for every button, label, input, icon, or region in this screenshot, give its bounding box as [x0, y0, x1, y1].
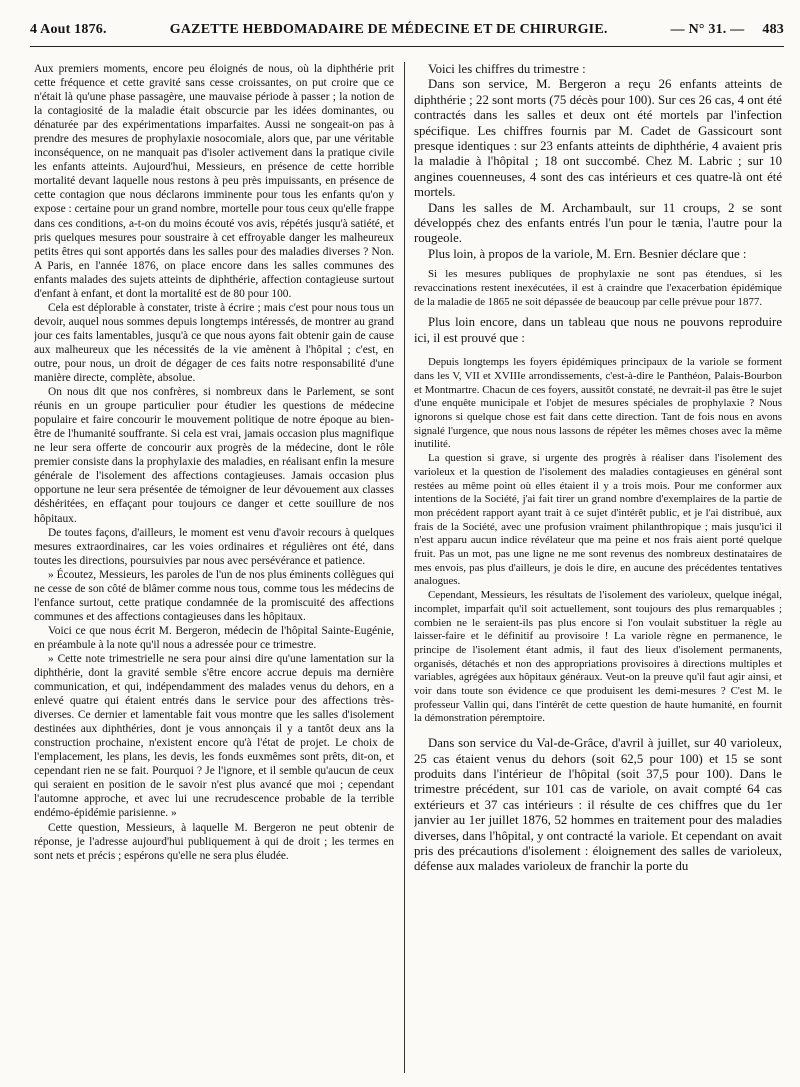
left-column [34, 62, 394, 1073]
column-divider [404, 62, 405, 1073]
paragraph: » Écoutez, Messieurs, les paroles de l'un de nos plus éminents collègues qui ne cesse de son côté de blâmer comme nous tous, comme tous les médecins de l'enfance surtout, cette pratique condamnée de la promiscuité des affections communes et des affections contagieuses dans les hôpitaux. [34, 568, 394, 623]
paragraph: Plus loin encore, dans un tableau que nous ne pouvons reproduire ici, il est prouvé que : [414, 315, 782, 345]
paragraph: Voici les chiffres du trimestre : [428, 62, 586, 76]
spacer [414, 346, 782, 356]
running-header [30, 22, 784, 47]
spacer [414, 726, 782, 736]
paragraph: Plus loin, à propos de la variole, M. Ern. Besnier déclare que : [428, 246, 747, 261]
paragraph: Cette question, Messieurs, à laquelle M. Bergeron ne peut obtenir de réponse, je l'adresse aujourd'hui publiquement à qui de droit ; les termes en sont nets et précis ; espérons qu'elle ne sera plus éludée. [34, 821, 394, 862]
paragraph: » Cette note trimestrielle ne sera pour ainsi dire qu'une lamentation sur la diphthérie, dont la gravité semble s'être encore accrue depuis ma dernière communication, et qui, indépendamment des malades venus du dehors, en a enlevé quatre qui étaient entrés dans le service pour des affections très-diverses. Ce dernier et lamentable fait vous montre que les salles d'isolement destinées aux diphthéries, dont je vous annonçais il y a tantôt deux ans la construction prochaine, n'existent encore qu'à l'état de projet. Le choix de l'emplacement, les plans, les devis, les fonds euxmêmes sont prêts, dit-on, et cependant rien ne se fait. Pourquoi ? Je l'ignore, et il semble qu'aucun de ceux qui seraient en position de le savoir n'est plus avancé que moi ; cependant l'automne approche, et avec lui une recrudescence probable de la terrible endémo-épidémie parisienne. » [34, 652, 394, 820]
right-column [414, 62, 782, 1073]
issue-number: — N° 31. — [670, 22, 745, 37]
quoted-paragraph: Cependant, Messieurs, les résultats de l'isolement des varioleux, quelque inégal, incomplet, imparfait qu'il soit actuellement, sont toujours des plus remarquables ; combien ne le seraient-ils pas plus encore si l'on voulait substituer la règle au laisser-faire et le définitif au provisoire ! La variole règne en permanence, le principe de l'isolement étant admis, il faut des lieux d'isolement permanents, organisés, détachés et non des appropriations provisoires à directions multiples et variables, agrégées aux hôpitaux généraux. Veut-on la preuve qu'il faut agir ainsi, et voir dans toute son évidence ce que produisent les demi-mesures ? C'est M. le professeur Vallin qui, dans l'intérêt de cette question de haute humanité, en fournit la démonstration péremptoire. [414, 589, 782, 725]
paragraph: De toutes façons, d'ailleurs, le moment est venu d'avoir recours à quelques mesures extraordinaires, car les voies ordinaires et régulières ont été, dans toutes les directions, poursuivies par nous avec persévérance et patience. [34, 526, 394, 567]
quoted-paragraph: La question si grave, si urgente des progrès à réaliser dans l'isolement des varioleux et la question de l'isolement des maladies contagieuses en général sont restées au même point où elles étaient il y a trois mois. Pour me conformer aux intentions de la Société, j'ai fait tirer un grand nombre d'exemplaires de la partie de mon précédent rapport ayant trait à ce sujet d'intérêt public, et je l'ai distribué, aux frais de la Société, avec une profusion vraiment philanthropique ; mais jusqu'ici il n'est apparu aucun indice révélateur que ma peine et nos frais aient porté quelque fruit. Pas un mot, pas une ligne ne me sont revenus des nombreux destinataires de mes envois, pas plus d'ailleurs, je dois le dire, en aucune des précédentes tentatives analogues. [414, 452, 782, 588]
paragraph: Cela est déplorable à constater, triste à écrire ; mais c'est pour nous tous un devoir, auquel nous sommes depuis longtemps intéressés, de montrer au grand jour ces faits lamentables, jusqu'à ce que nous ayons fait obtenir gain de cause aux malheureux que les nécessités de la vie amènent à l'hôpital ; c'est, en outre, pour nous, un droit de dégager de ces faits notre responsabilité d'une manière directe, complète, absolue. [34, 301, 394, 385]
paragraph: Voici ce que nous écrit M. Bergeron, médecin de l'hôpital Sainte-Eugénie, en préambule à la note qu'il nous a adressée pour ce trimestre. [34, 624, 394, 651]
quoted-paragraph: Si les mesures publiques de prophylaxie ne sont pas étendues, si les revaccinations restent inexécutées, il est à craindre que l'exacerbation épidémique de la maladie de 1865 ne soit dépassée de beaucoup par celle prévue pour 1877. [414, 268, 782, 308]
journal-title: GAZETTE HEBDOMADAIRE DE MÉDECINE ET DE CHIRURGIE. [169, 22, 608, 37]
quoted-paragraph: Depuis longtemps les foyers épidémiques principaux de la variole se forment dans les V, VII et XVIIIe arrondissements, c'est-à-dire le Panthéon, Palais-Bourbon et Montmartre. Chacun de ces foyers, aussitôt constaté, ne devrait-il pas être le sujet d'une enquête municipale et l'objet de mesures spéciales de prophylaxie ? Nous ignorons si quelque chose est fait dans cette direction. Tant de fois nous en avons signalé l'urgence, que nous nous lassons de répéter les mêmes choses avec la même inutilité. [414, 356, 782, 451]
paragraph: On nous dit que nos confrères, si nombreux dans le Parlement, se sont réunis en un groupe particulier pour étudier les questions de médecine populaire et faire concourir le mouvement politique de notre époque au bien-être de l'humanité souffrante. Si cela est vrai, jamais occasion plus magnifique ne leur sera offerte de concourir aux progrès de la médecine, dont le rôle premier consiste dans la prophylaxie des maladies, en réalisant enfin la mesure générale de l'isolement des affections contagieuses. Jamais occasion plus opportune ne leur sera présentée de témoigner de leur dévouement aux classes déshéritées, en effaçant pour toujours ce danger et cette souillure de nos hôpitaux. [34, 386, 394, 525]
paragraph: Dans son service, M. Bergeron a reçu 26 enfants atteints de diphthérie ; 22 sont morts (75 décès pour 100). Sur ces 26 cas, 4 ont été contractés dans les salles et deux ont été mortels par l'infection spécifique. Les chiffres fournis par M. Cadet de Gassicourt sont presque identiques : sur 23 enfants atteints de diphthérie, 4 avaient pris la maladie à l'hôpital ; 18 ont succombé. Chez M. Labric ; sur 10 angines couenneuses, 4 sont des cas intérieurs et ces quatre-là ont été mortels. [414, 77, 782, 200]
issue-date: 4 Aout 1876. [30, 22, 107, 37]
page-number: 483 [762, 22, 784, 37]
paragraph: Dans les salles de M. Archambault, sur 11 croups, 2 se sont développés chez des enfants entrés l'un pour le tænia, l'autre pour la rougeole. [414, 200, 782, 246]
paragraph: Aux premiers moments, encore peu éloignés de nous, où la diphthérie prit cette fréquence et cette gravité sans cesse croissantes, on put croire que ce n'était là qu'une phase passagère, une mauvaise période à passer ; la notion de la contagiosité de la maladie était obscurcie par les idées dominantes, ou dénaturée par des expérimentations imparfaites. Aussi ne songeait-on pas à prendre des mesures de prophylaxie nosocomiale, alors que, par une véritable inconséquence, on ne manquait pas d'isoler activement dans la pratique civile les enfants atteints. Aujourd'hui, Messieurs, en présence de cette horrible mortalité devant laquelle nous restons à peu près impuissants, en présence de cette contagion que nous déclarons imminente pour tous les enfants qu'on y expose : certaine pour un grand nombre, mortelle pour tous ceux qu'elle frappe dans ces conditions, a-t-on du moins écouté vos avis, répétés jusqu'à satiété, et pris quelques mesures pour soustraire à cet effroyable danger les malheureux petits êtres qui sont apportés dans les salles pour des maladies diverses ? Non. A Paris, en l'année 1876, on place encore dans les salles communes des enfants malades des sujets atteints de diphthérie, affection contagieuse surtout d'enfant à enfant, et dont la mortalité est de 80 pour 100. [34, 63, 394, 300]
paragraph: Dans son service du Val-de-Grâce, d'avril à juillet, sur 40 varioleux, 25 cas étaient venus du dehors (soit 62,5 pour 100) et 15 se sont produits dans l'intérieur de l'hôpital (soit 37,5 pour 100). Dans le trimestre précédent, sur 101 cas de variole, on avait compté 64 cas extérieurs et 37 cas intérieurs : il résulte de ces chiffres que du 1er janvier au 1er juillet 1876, 52 hommes en traitement pour des maladies diverses, dans l'hôpital, y ont contracté la variole. Et cependant on avait pris des précautions d'isolement : éloignement des salles de varioleux, défense aux malades varioleux de franchir la porte du [414, 736, 782, 874]
